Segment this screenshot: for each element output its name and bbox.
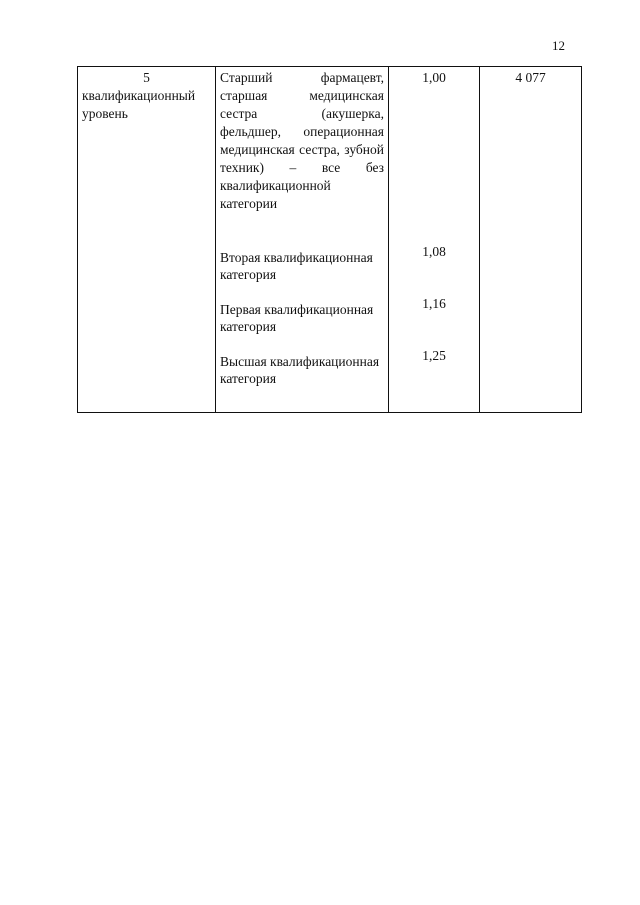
coefficient-cell xyxy=(389,67,480,413)
coefficient-base: 1,00 xyxy=(422,70,446,85)
category-second-label: Вторая квалификационная категория xyxy=(220,250,373,282)
salary-cell xyxy=(480,67,582,413)
table-row xyxy=(78,67,582,413)
salary-value: 4 077 xyxy=(515,70,546,85)
coefficient-highest-category: 1,25 xyxy=(422,348,446,363)
level-number: 5 xyxy=(143,70,150,85)
qualification-table xyxy=(77,66,582,413)
category-first-label: Первая квалификационная категория xyxy=(220,302,374,334)
position-cell xyxy=(216,67,389,413)
base-position-text: Старший фармацевт, старшая медицинская сестра (акушерка, фельдшер, операционная медицинская сестра, зубной техник) – все без квалификационной категории xyxy=(220,70,384,211)
coefficient-first-category: 1,16 xyxy=(422,296,446,311)
page-number: 12 xyxy=(552,38,565,53)
level-label: квалификационный уровень xyxy=(82,88,196,121)
qualification-level-cell xyxy=(78,67,216,413)
coefficient-second-category: 1,08 xyxy=(422,244,446,259)
category-highest-label: Высшая квалификационная категория xyxy=(220,354,380,386)
